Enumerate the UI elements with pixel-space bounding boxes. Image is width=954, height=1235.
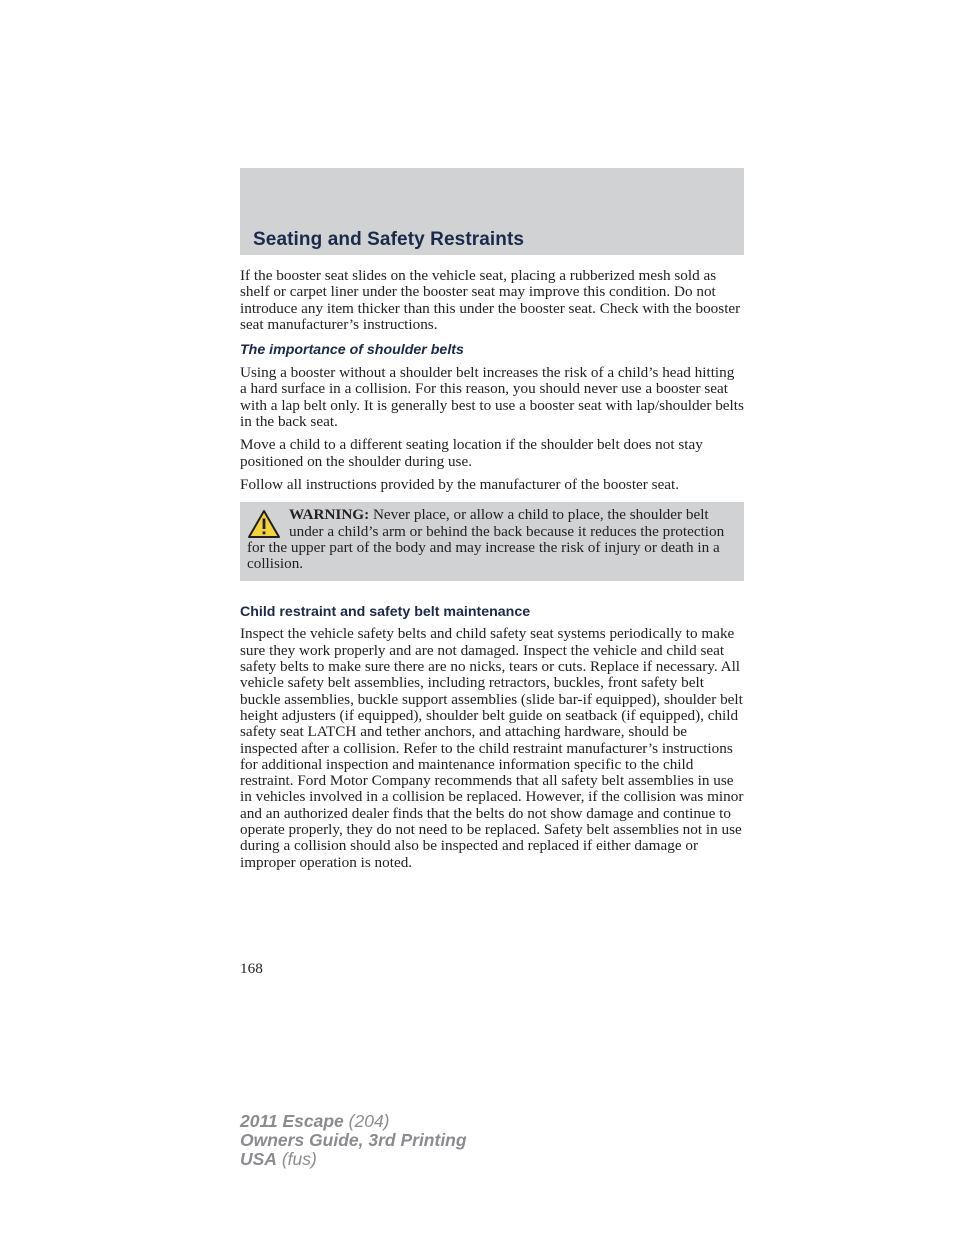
footer-line-market <box>240 1150 467 1169</box>
heading-shoulder-belts: The importance of shoulder belts <box>240 342 464 359</box>
section-title: Seating and Safety Restraints <box>253 229 525 250</box>
paragraph-follow-instructions: Follow all instructions provided by the manufacturer of the booster seat. <box>240 475 680 493</box>
section-header-band <box>240 168 744 255</box>
heading-belt-maintenance: Child restraint and safety belt maintenance <box>240 604 531 621</box>
footer-model-code: (204) <box>343 1111 390 1131</box>
paragraph-shoulder-risk: Using a booster without a shoulder belt increases the risk of a child’s head hitting a hard surface in a collision. For this reason, you should never use a booster seat with a lap belt only. It is generally best to use a booster seat with lap/shoulder belts in the back seat. <box>240 364 744 431</box>
footer-guide: Owners Guide, 3rd Printing <box>240 1130 467 1150</box>
page-content <box>240 268 744 878</box>
footer-line-model <box>240 1112 467 1131</box>
warning-triangle-icon <box>247 509 281 539</box>
paragraph-booster-slides: If the booster seat slides on the vehicle seat, placing a rubberized mesh sold as shelf or carpet liner under the booster seat may improve this condition. Do not introduce any item thicker than this under the booster seat. Check with the booster seat manufacturer’s instructions. <box>240 267 741 333</box>
footer-market: USA <box>240 1149 277 1169</box>
document-footer <box>240 1112 467 1169</box>
footer-model: 2011 Escape <box>240 1111 344 1131</box>
footer-market-code: (fus) <box>276 1149 317 1169</box>
warning-box <box>240 502 744 581</box>
paragraph-inspect-belts: Inspect the vehicle safety belts and child safety seat systems periodically to make sure they work properly and are not damaged. Inspect the vehicle and child seat safety belts to make sure there are no nicks, tears or cuts. Replace if necessary. All vehicle safety belt assemblies, including retractors, buckles, front safety belt buckle assemblies, buckle support assemblies (slide bar-if equipped), shoulder belt height adjusters (if equipped), shoulder belt guide on seatback (if equipped), child safety seat LATCH and tether anchors, and attaching hardware, should be inspected after a collision. Refer to the child restraint manufacturer’s instructions for additional inspection and maintenance information specific to the child restraint. Ford Motor Company recommends that all safety belt assemblies in use in vehicles involved in a collision be replaced. However, if the collision was minor and an authorized dealer finds that the belts do not show damage and continue to operate properly, they do not need to be replaced. Safety belt assemblies not in use during a collision should also be inspected and replaced if either damage or improper operation is noted. <box>240 625 744 871</box>
paragraph-move-child: Move a child to a different seating location if the shoulder belt does not stay positioned on the shoulder during use. <box>240 436 703 470</box>
warning-body: Never place, or allow a child to place, the shoulder belt under a child’s arm or behind the back because it reduces the protection for the upper part of the body and may increase the risk of injury or death in a collision. <box>247 506 725 573</box>
warning-label: WARNING: <box>289 506 370 524</box>
page-number: 168 <box>240 960 263 977</box>
warning-text <box>247 507 737 572</box>
